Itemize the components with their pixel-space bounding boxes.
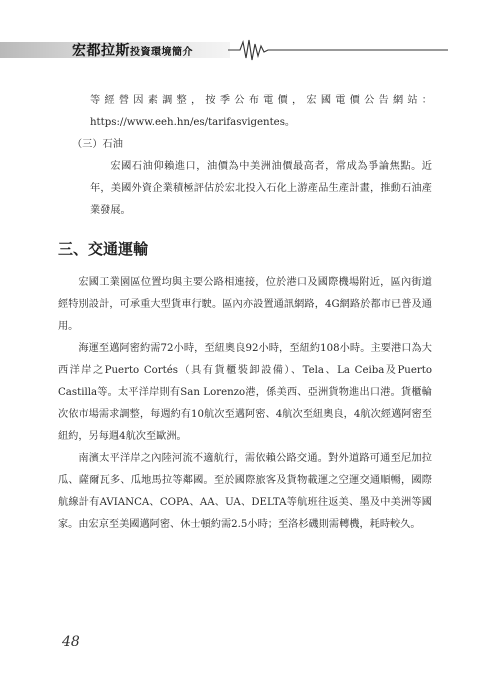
- page-number: 48: [62, 634, 80, 650]
- paragraph-road-air: 南濱太平洋岸之內陸河流不適航行，需依賴公路交通。對外道路可通至尼加拉瓜、薩爾瓦多、瓜地馬拉等鄰國。至於國際旅客及貨物載運之空運交通順暢，國際航線計有AVIANCA、COPA、AA、UA、DELTA等航班往返美、墨及中美洲等國家。由宏京至美國邁阿密、休士頓約需2.5小時；至洛杉磯則需轉機，耗時較久。: [58, 453, 432, 530]
- heartbeat-line-icon: [228, 36, 448, 66]
- paragraph-industrial-parks: 宏國工業園區位置均與主要公路相連接，位於港口及國際機場附近，區內街道經特別設計，可承重大型貨車行駛。區內亦設置通訊網路，4G網路於都市已普及通用。: [58, 277, 432, 332]
- paragraph-shipping: 海運至邁阿密約需72小時，至紐奧良92小時，至紐約108小時。主要港口為大西洋岸之Puerto Cortés（具有貨櫃裝卸設備）、Tela、La Ceiba及Puerto Castilla等。太平洋岸則有San Lorenzo港，係美西、亞洲貨物進出口港。貨櫃輪次依市場需求調整，每週約有10航次至邁阿密、4航次至紐奧良，4航次經邁阿密至紐約，另每週4航次至歐洲。: [58, 343, 432, 442]
- running-title: [72, 40, 193, 60]
- subsection-paragraph-oil: 宏國石油仰賴進口，油價為中美洲油價最高者，常成為爭論焦點。近年，美國外資企業積極評估於宏北投入石化上游產品生產計畫，推動石油產業發展。: [90, 161, 432, 216]
- page-header: [0, 36, 480, 66]
- running-title-main: 宏都拉斯: [72, 43, 130, 59]
- continued-paragraph: 等經營因素調整，按季公布電價，宏國電價公告網站：https://www.eeh.hn/es/tarifasvigentes。: [90, 95, 432, 128]
- running-title-sub: 投資環境簡介: [130, 47, 193, 58]
- section-heading-transport: 三、交通運輸: [58, 240, 149, 258]
- subsection-heading-oil: （三）石油: [72, 139, 123, 150]
- page-content: [58, 90, 432, 536]
